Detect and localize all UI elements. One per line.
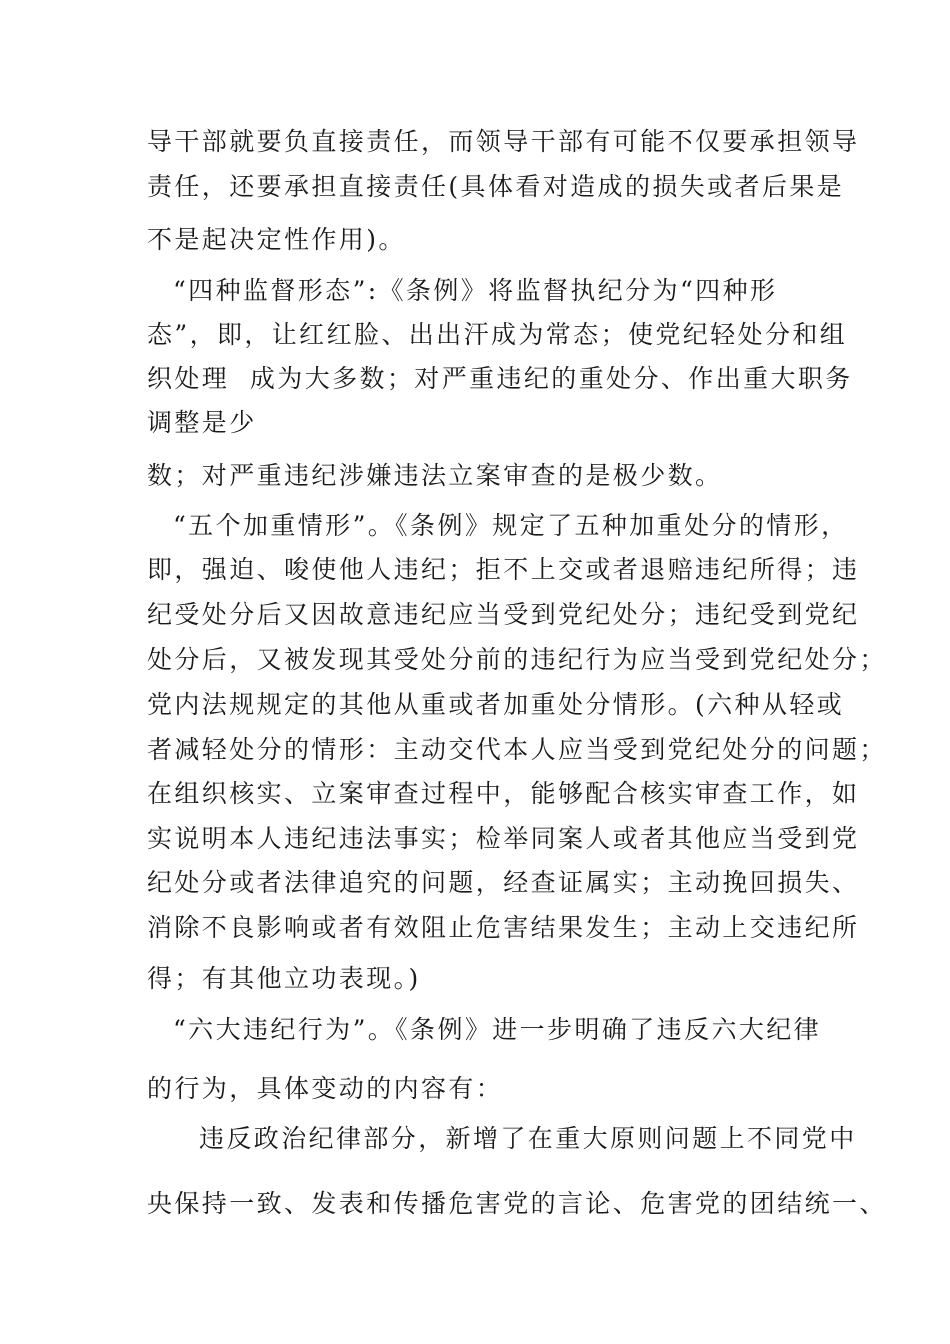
text-line: 处分后，又被发现其受处分前的违纪行为应当受到党纪处分； bbox=[147, 645, 887, 674]
text-line: 得；有其他立功表现。) bbox=[147, 964, 421, 993]
text-line: 导干部就要负直接责任，而领导干部有可能不仅要承担领导 bbox=[147, 127, 860, 156]
text-line: 党内法规规定的其他从重或者加重处分情形。(六种从轻或 bbox=[147, 690, 845, 719]
text-line: 责任，还要承担直接责任(具体看对造成的损失或者后果是 bbox=[147, 172, 845, 201]
text-line: 违反政治纪律部分，新增了在重大原则问题上不同党中 bbox=[199, 1124, 857, 1153]
text-line: 者减轻处分的情形：主动交代本人应当受到党纪处分的问题； bbox=[147, 735, 887, 764]
text-line: 消除不良影响或者有效阻止危害结果发生；主动上交违纪所 bbox=[147, 913, 860, 942]
text-line: 数；对严重违纪涉嫌违法立案审查的是极少数。 bbox=[147, 461, 723, 490]
text-line: “六大违纪行为”。《条例》进一步明确了违反六大纪律 bbox=[173, 1015, 822, 1044]
text-line: 纪处分或者法律追究的问题，经查证属实；主动挽回损失、 bbox=[147, 868, 860, 897]
text-line: 态”，即，让红红脸、出出汗成为常态；使党纪轻处分和组 bbox=[147, 320, 848, 349]
text-line: 的行为，具体变动的内容有： bbox=[147, 1074, 504, 1103]
text-line: 调整是少 bbox=[147, 408, 257, 437]
text-line: 央保持一致、发表和传播危害党的言论、危害党的团结统一、 bbox=[147, 1189, 887, 1218]
text-line: 纪受处分后又因故意违纪应当受到党纪处分；违纪受到党纪 bbox=[147, 600, 860, 629]
text-line: 实说明本人违纪违法事实；检举同案人或者其他应当受到党 bbox=[147, 824, 860, 853]
text-line: “四种监督形态”:《条例》将监督执纪分为“四种形 bbox=[173, 276, 778, 305]
text-line: 不是起决定性作用)。 bbox=[147, 225, 406, 254]
text-line: 在组织核实、立案审查过程中，能够配合核实审查工作，如 bbox=[147, 779, 860, 808]
text-line: 即，强迫、唆使他人违纪；拒不上交或者退赔违纪所得；违 bbox=[147, 555, 860, 584]
text-line: “五个加重情形”。《条例》规定了五种加重处分的情形， bbox=[173, 511, 849, 540]
text-line: 织处理 成为大多数；对严重违纪的重处分、作出重大职务 bbox=[147, 364, 853, 393]
